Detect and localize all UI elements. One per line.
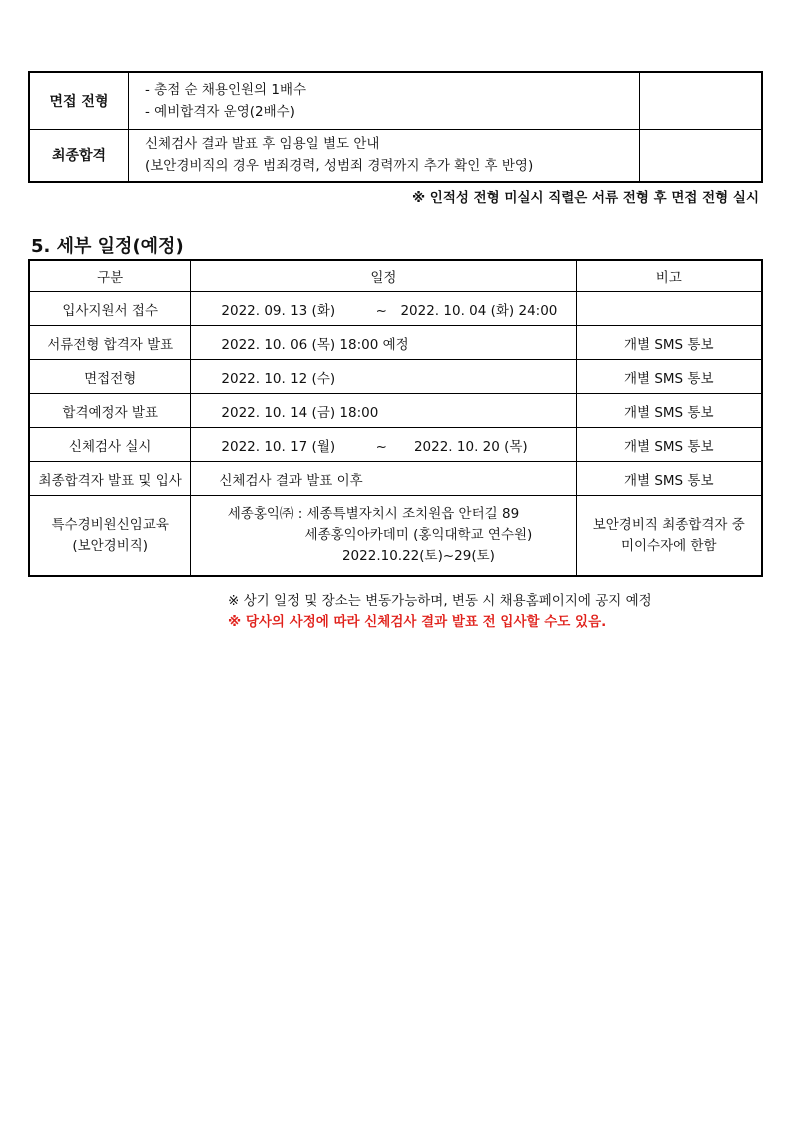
row-date: 2022. 10. 06 (목) 18:00 예정 — [191, 326, 576, 360]
table-row — [29, 394, 762, 428]
row-note: 개별 SMS 통보 — [576, 394, 762, 428]
row-note: 개별 SMS 통보 — [576, 428, 762, 462]
interview-remark — [640, 72, 763, 129]
row-name: 신체검사 실시 — [29, 428, 191, 462]
stage-note: ※ 인적성 전형 미실시 직렬은 서류 전형 후 면접 전형 실시 — [411, 190, 759, 206]
recruitment-stage-table — [28, 71, 763, 183]
header-schedule: 일정 — [191, 260, 576, 292]
training-date-line: 2022.10.22(토)~29(토) — [341, 548, 495, 564]
training-note-line: 보안경비직 최종합격자 중 — [592, 516, 745, 533]
row-note: 개별 SMS 통보 — [576, 326, 762, 360]
training-date — [191, 496, 576, 577]
final-remark — [640, 129, 763, 182]
training-name — [29, 496, 191, 577]
final-line: 신체검사 결과 발표 후 임용일 별도 안내 — [145, 136, 380, 153]
table-row — [29, 326, 762, 360]
training-name-line: (보안경비직) — [72, 537, 149, 554]
row-note: 개별 SMS 통보 — [576, 360, 762, 394]
row-name: 입사지원서 접수 — [29, 292, 191, 326]
final-line: (보안경비직의 경우 범죄경력, 성범죄 경력까지 추가 확인 후 반영) — [145, 158, 534, 175]
table-row-training — [29, 496, 762, 577]
interview-line: - 예비합격자 운영(2배수) — [145, 103, 295, 120]
table-row — [29, 292, 762, 326]
training-date-line: 세종홍익아카데미 (홍익대학교 연수원) — [304, 527, 533, 543]
section-title: 5. 세부 일정(예정) — [31, 236, 184, 257]
training-name-line: 특수경비원신임교육 — [51, 516, 169, 533]
row-date: 2022. 10. 14 (금) 18:00 — [191, 394, 576, 428]
row-date: 2022. 09. 13 (화) ~ 2022. 10. 04 (화) 24:00 — [191, 292, 576, 326]
final-label: 최종합격 — [29, 129, 129, 182]
schedule-warning: ※ 당사의 사정에 따라 신체검사 결과 발표 전 입사할 수도 있음. — [228, 614, 607, 630]
row-name: 서류전형 합격자 발표 — [29, 326, 191, 360]
header-category: 구분 — [29, 260, 191, 292]
training-note — [576, 496, 762, 577]
interview-content — [129, 72, 640, 129]
row-note — [576, 292, 762, 326]
table-row — [29, 360, 762, 394]
row-date: 신체검사 결과 발표 이후 — [191, 462, 576, 496]
schedule-note: ※ 상기 일정 및 장소는 변동가능하며, 변동 시 채용홈페이지에 공지 예정 — [228, 593, 652, 609]
row-name: 합격예정자 발표 — [29, 394, 191, 428]
row-name: 최종합격자 발표 및 입사 — [29, 462, 191, 496]
schedule-table — [28, 259, 763, 577]
training-note-line: 미이수자에 한함 — [620, 537, 717, 554]
table-row — [29, 428, 762, 462]
interview-line: - 총점 순 채용인원의 1배수 — [145, 81, 307, 98]
row-name: 면접전형 — [29, 360, 191, 394]
row-note: 개별 SMS 통보 — [576, 462, 762, 496]
row-date: 2022. 10. 12 (수) — [191, 360, 576, 394]
final-content — [129, 129, 640, 182]
table-row — [29, 462, 762, 496]
header-remark: 비고 — [576, 260, 762, 292]
row-date: 2022. 10. 17 (월) ~ 2022. 10. 20 (목) — [191, 428, 576, 462]
interview-label: 면접 전형 — [29, 72, 129, 129]
training-date-line: 세종홍익㈜ : 세종특별자치시 조치원읍 안터길 89 — [227, 506, 520, 522]
